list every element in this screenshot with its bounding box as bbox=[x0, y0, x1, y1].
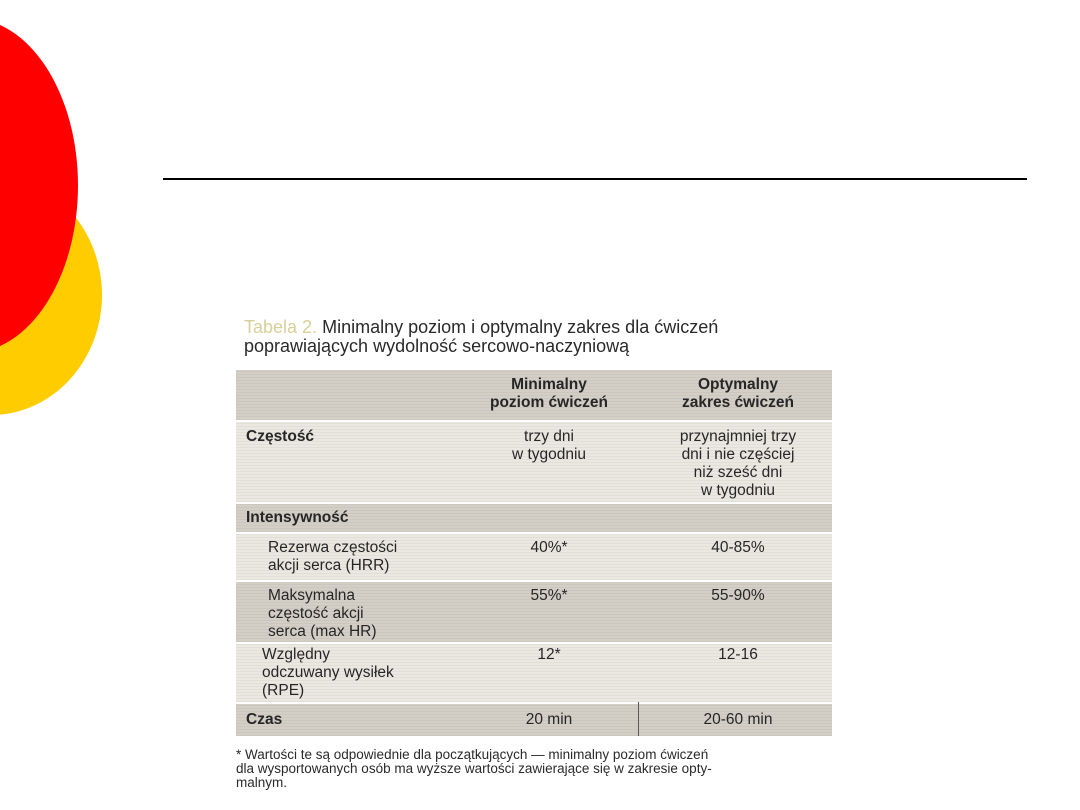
rpe-optimal: 12-16 bbox=[718, 646, 758, 663]
table-row-intensity bbox=[236, 504, 832, 532]
maxhr-minimal: 55%* bbox=[530, 587, 568, 604]
table-caption bbox=[244, 318, 844, 356]
exercise-table bbox=[236, 370, 832, 736]
table-row-rpe bbox=[236, 644, 832, 702]
title-divider bbox=[163, 178, 1027, 180]
table-row-maxhr bbox=[236, 582, 832, 642]
table-scan bbox=[228, 314, 840, 800]
rpe-minimal: 12* bbox=[537, 646, 561, 663]
table-header-row bbox=[236, 370, 832, 420]
row-label-time: Czas bbox=[246, 711, 283, 728]
frequency-optimal: przynajmniej trzy dni i nie częściej niż sześć dni w tygodniu bbox=[679, 428, 797, 499]
header-optimal: Optymalny zakres ćwiczeń bbox=[681, 376, 794, 411]
maxhr-optimal: 55-90% bbox=[711, 587, 765, 604]
table-caption-line1: Minimalny poziom i optymalny zakres dla ćwiczeń bbox=[322, 317, 719, 337]
row-label-maxhr: Maksymalna częstość akcji serca (max HR) bbox=[268, 587, 377, 640]
header-minimal: Minimalny poziom ćwiczeń bbox=[490, 376, 608, 411]
hrr-optimal: 40-85% bbox=[711, 539, 765, 556]
row-label-rpe: Względny odczuwany wysiłek (RPE) bbox=[262, 646, 394, 699]
row-label-frequency: Częstość bbox=[246, 428, 315, 445]
hrr-minimal: 40%* bbox=[530, 539, 568, 556]
table-caption-label: Tabela 2. bbox=[244, 317, 318, 337]
row-label-hrr: Rezerwa częstości akcji serca (HRR) bbox=[268, 539, 398, 574]
row-label-intensity: Intensywność bbox=[246, 509, 349, 526]
table-row-hrr bbox=[236, 534, 832, 580]
table-row-time bbox=[236, 704, 832, 736]
time-optimal: 20-60 min bbox=[703, 711, 773, 728]
table-row-frequency bbox=[236, 422, 832, 502]
column-divider bbox=[638, 702, 639, 736]
table-caption-line2: poprawiających wydolność sercowo-naczyniową bbox=[244, 336, 630, 356]
time-minimal: 20 min bbox=[525, 711, 573, 728]
frequency-minimal: trzy dni w tygodniu bbox=[511, 428, 587, 463]
table-footnote: * Wartości te są odpowiednie dla początkujących — minimalny poziom ćwiczeń dla wysportowanych osób ma wyższe wartości zawierające się w zakresie opty- malnym. bbox=[236, 747, 712, 790]
